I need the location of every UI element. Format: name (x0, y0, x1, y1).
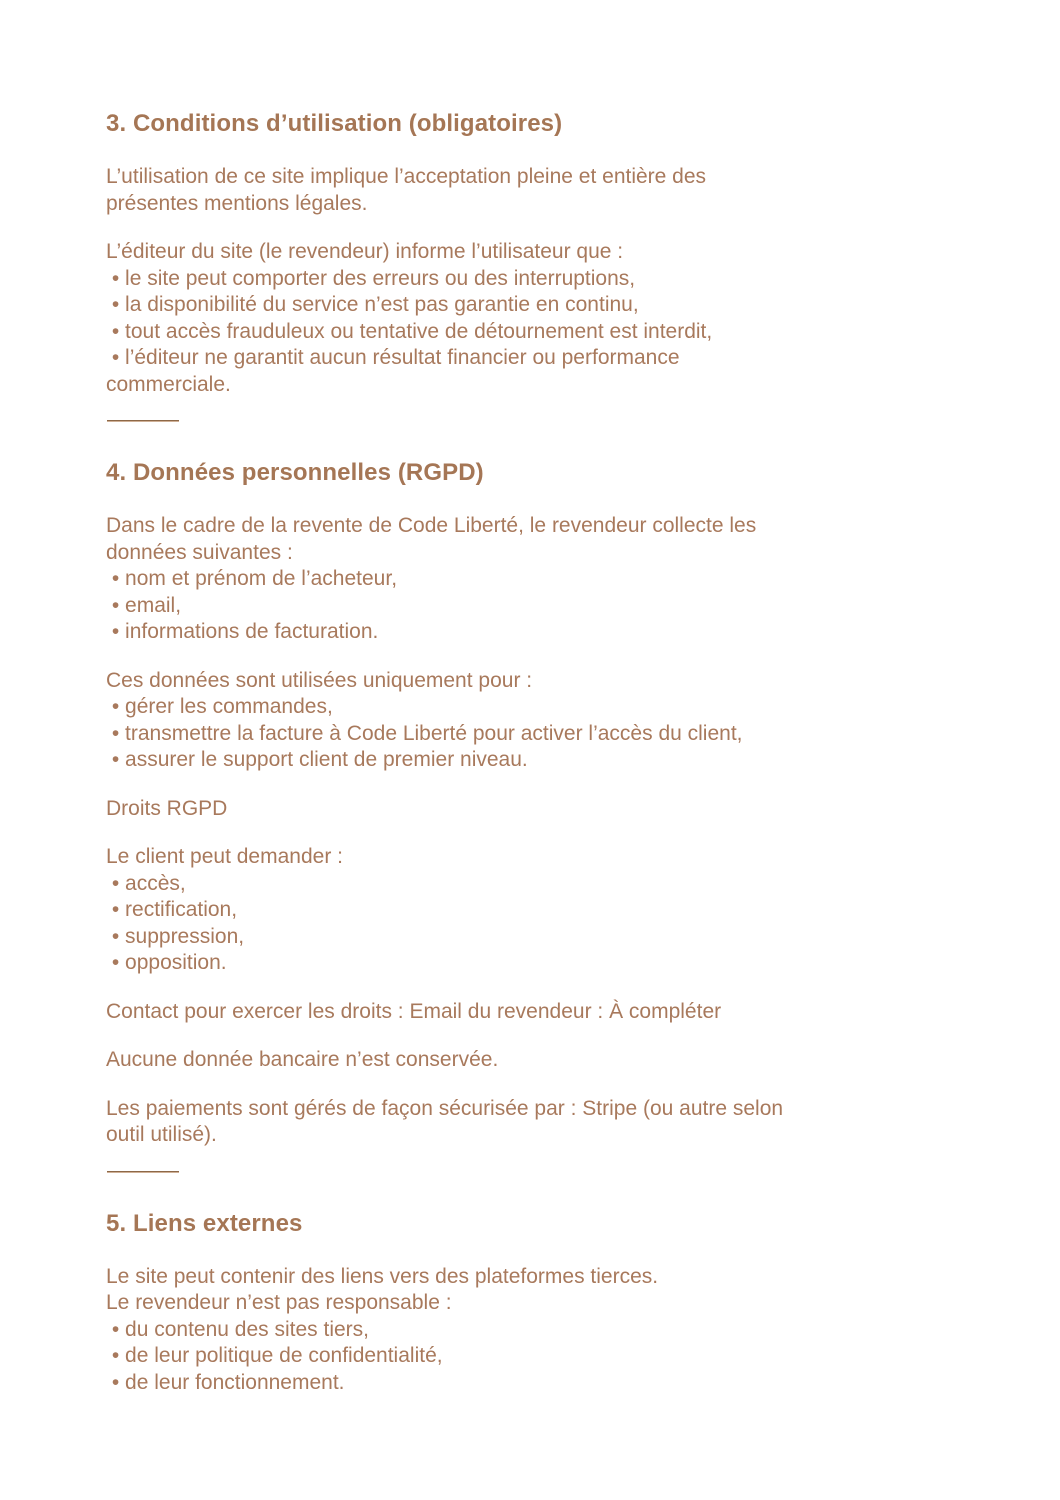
text-line: outil utilisé). (106, 1123, 217, 1146)
text-line: Le site peut contenir des liens vers des plateformes tierces. (106, 1264, 659, 1288)
text-line: L’éditeur du site (le revendeur) informe l’utilisateur que : (106, 240, 624, 263)
text-line: Les paiements sont gérés de façon sécurisée par : Stripe (ou autre selon (106, 1096, 784, 1120)
text-line: • nom et prénom de l’acheteur, (106, 567, 398, 590)
text-line: • du contenu des sites tiers, (106, 1317, 370, 1341)
paragraph (106, 844, 1020, 977)
text-line: • gérer les commandes, (106, 695, 333, 718)
paragraph (106, 796, 1020, 823)
section-heading: 5. Liens externes (106, 1209, 303, 1237)
paragraph (106, 668, 1020, 774)
text-line: Contact pour exercer les droits : Email du revendeur : À compléter (106, 999, 722, 1023)
paragraph (106, 513, 1020, 646)
text-line: Aucune donnée bancaire n’est conservée. (106, 1048, 499, 1071)
paragraph (106, 239, 1020, 398)
section-heading: 4. Données personnelles (RGPD) (106, 459, 484, 486)
text-line: L’utilisation de ce site implique l’acceptation pleine et entière des (106, 165, 707, 188)
paragraph (106, 1047, 1020, 1074)
text-line: présentes mentions légales. (106, 191, 368, 215)
section-divider (107, 420, 179, 422)
text-line: Le revendeur n’est pas responsable : (106, 1291, 452, 1314)
paragraph (106, 1264, 1020, 1397)
text-line: • suppression, (106, 924, 245, 948)
text-line: commerciale. (106, 372, 231, 396)
text-line: • l’éditeur ne garantit aucun résultat financier ou performance (106, 346, 680, 369)
section-heading: 3. Conditions d’utilisation (obligatoires) (106, 110, 563, 137)
document-content (106, 110, 1020, 1396)
text-line: • de leur politique de confidentialité, (106, 1344, 443, 1367)
text-line: • transmettre la facture à Code Liberté pour activer l’accès du client, (106, 721, 743, 745)
text-line: • la disponibilité du service n’est pas garantie en continu, (106, 293, 639, 316)
paragraph (106, 999, 1020, 1026)
paragraph (106, 164, 1020, 217)
text-line: données suivantes : (106, 540, 293, 564)
text-line: Droits RGPD (106, 796, 228, 820)
text-line: • accès, (106, 871, 186, 895)
text-line: • assurer le support client de premier niveau. (106, 748, 528, 771)
text-line: Le client peut demander : (106, 845, 343, 868)
section-divider (107, 1171, 179, 1173)
text-line: Ces données sont utilisées uniquement pour : (106, 668, 533, 692)
text-line: • de leur fonctionnement. (106, 1370, 345, 1394)
text-line: • le site peut comporter des erreurs ou des interruptions, (106, 266, 636, 290)
text-line: • email, (106, 593, 182, 617)
text-line: • tout accès frauduleux ou tentative de détournement est interdit, (106, 319, 713, 343)
paragraph (106, 1096, 1020, 1149)
text-line: Dans le cadre de la revente de Code Liberté, le revendeur collecte les (106, 514, 757, 537)
text-line: • rectification, (106, 898, 238, 921)
text-line: • opposition. (106, 951, 227, 974)
text-line: • informations de facturation. (106, 620, 379, 643)
